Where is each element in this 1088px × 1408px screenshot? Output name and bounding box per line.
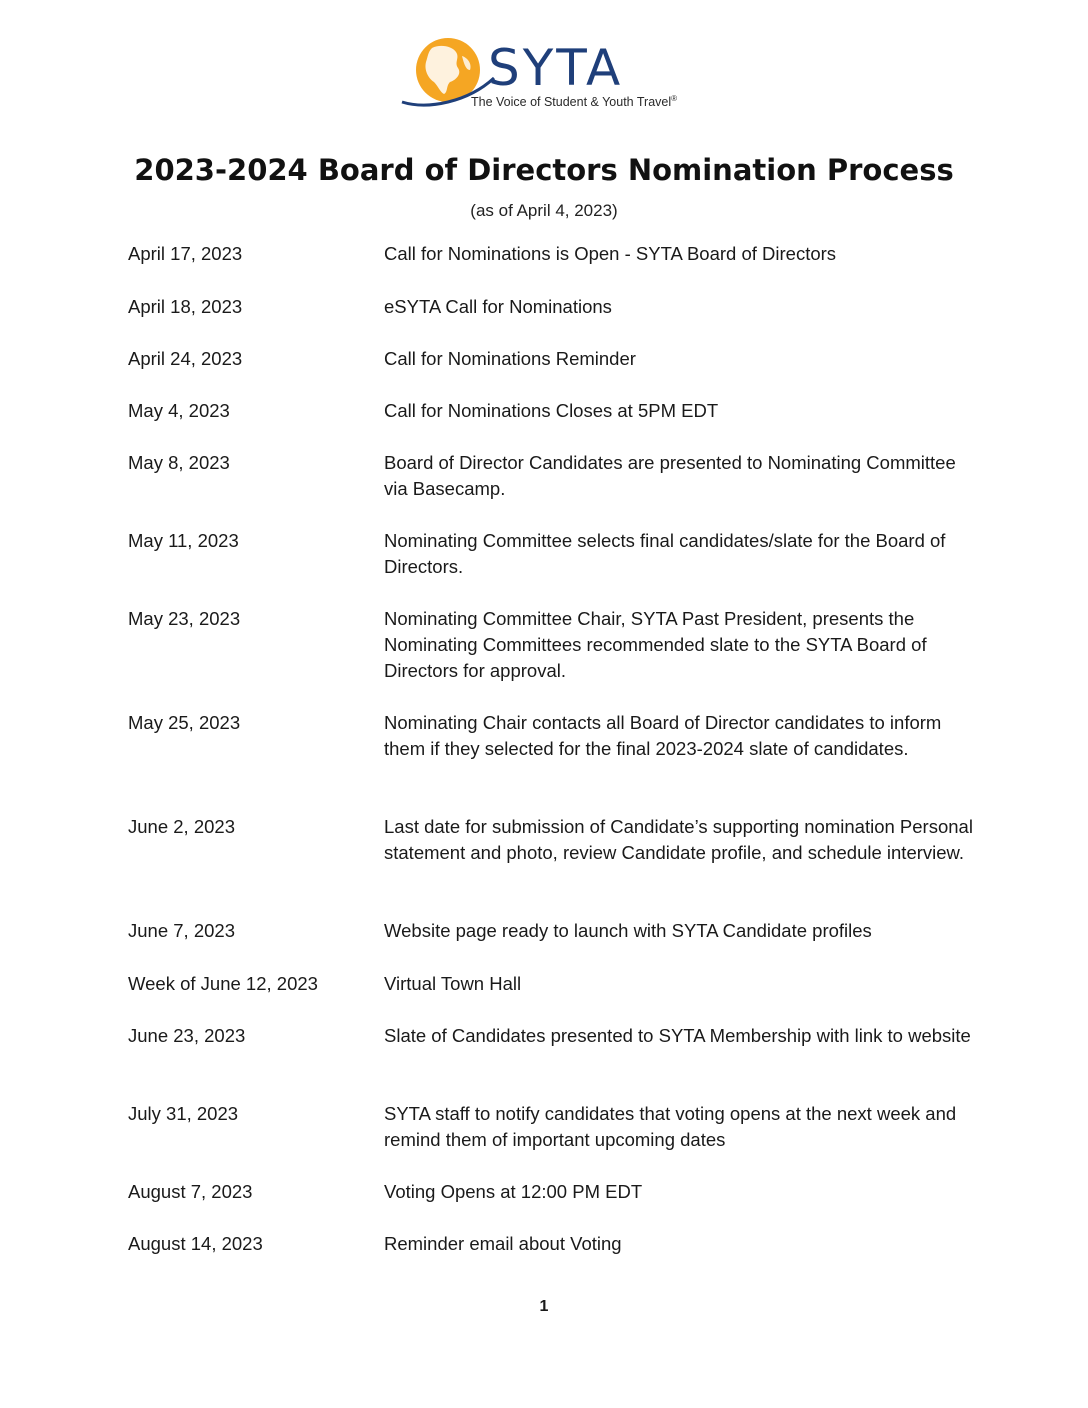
schedule-row [128,971,978,997]
schedule-row [128,918,978,944]
schedule-row [128,1101,978,1153]
schedule-event: Reminder email about Voting [384,1233,622,1254]
schedule-event: Call for Nominations Closes at 5PM EDT [384,400,719,421]
schedule-date: Week of June 12, 2023 [128,973,318,994]
schedule-event: Board of Director Candidates are presented to Nominating Committee via Basecamp. [384,452,956,499]
schedule-date: June 7, 2023 [128,920,235,941]
schedule-row [128,528,978,580]
logo-tagline: The Voice of Student & Youth Travel® [471,94,678,110]
schedule-row [128,814,978,866]
schedule-row [128,346,978,372]
schedule-row [128,398,978,424]
schedule-row [128,1179,978,1205]
schedule-date: August 7, 2023 [128,1181,253,1202]
schedule-row [128,294,978,320]
schedule-date: April 17, 2023 [128,243,243,264]
schedule-row [128,1231,978,1257]
logo-wordmark: SYTA [488,39,624,97]
schedule-date: May 4, 2023 [128,400,230,421]
schedule-event: SYTA staff to notify candidates that voting opens at the next week and remind them of important upcoming dates [384,1103,957,1150]
schedule-date: April 18, 2023 [128,296,243,317]
schedule-event: Last date for submission of Candidate’s supporting nomination Personal statement and photo, review Candidate profile, and schedule interview. [384,816,973,863]
page-title: 2023-2024 Board of Directors Nomination Process [134,153,954,187]
schedule-date: June 2, 2023 [128,816,235,837]
schedule-date: May 8, 2023 [128,452,230,473]
schedule-event: Slate of Candidates presented to SYTA Membership with link to website [384,1025,971,1046]
syta-logo [398,36,698,116]
schedule-event: Nominating Committee selects final candidates/slate for the Board of Directors. [384,530,946,577]
schedule-event: Virtual Town Hall [384,973,522,994]
schedule-row [128,241,978,267]
schedule-date: June 23, 2023 [128,1025,246,1046]
schedule-date: July 31, 2023 [128,1103,239,1124]
schedule-date: May 25, 2023 [128,712,241,733]
schedule-event: Voting Opens at 12:00 PM EDT [384,1181,643,1202]
schedule-date: May 11, 2023 [128,530,239,551]
schedule-event: Nominating Chair contacts all Board of Director candidates to inform them if they selected for the final 2023-2024 slate of candidates. [384,712,942,759]
schedule-row [128,450,978,502]
page-subtitle: (as of April 4, 2023) [470,201,618,220]
schedule-date: April 24, 2023 [128,348,243,369]
schedule-event: Website page ready to launch with SYTA Candidate profiles [384,920,872,941]
schedule-event: Call for Nominations is Open - SYTA Board of Directors [384,243,837,264]
schedule-event: Call for Nominations Reminder [384,348,636,369]
schedule-event: eSYTA Call for Nominations [384,296,612,317]
schedule-event: Nominating Committee Chair, SYTA Past President, presents the Nominating Committees recommended slate to the SYTA Board of Directors for approval. [384,608,927,681]
schedule-row [128,606,978,684]
schedule-row [128,710,978,762]
page-number: 1 [539,1298,549,1315]
schedule-date: August 14, 2023 [128,1233,263,1254]
schedule-date: May 23, 2023 [128,608,241,629]
schedule-row [128,1023,978,1049]
